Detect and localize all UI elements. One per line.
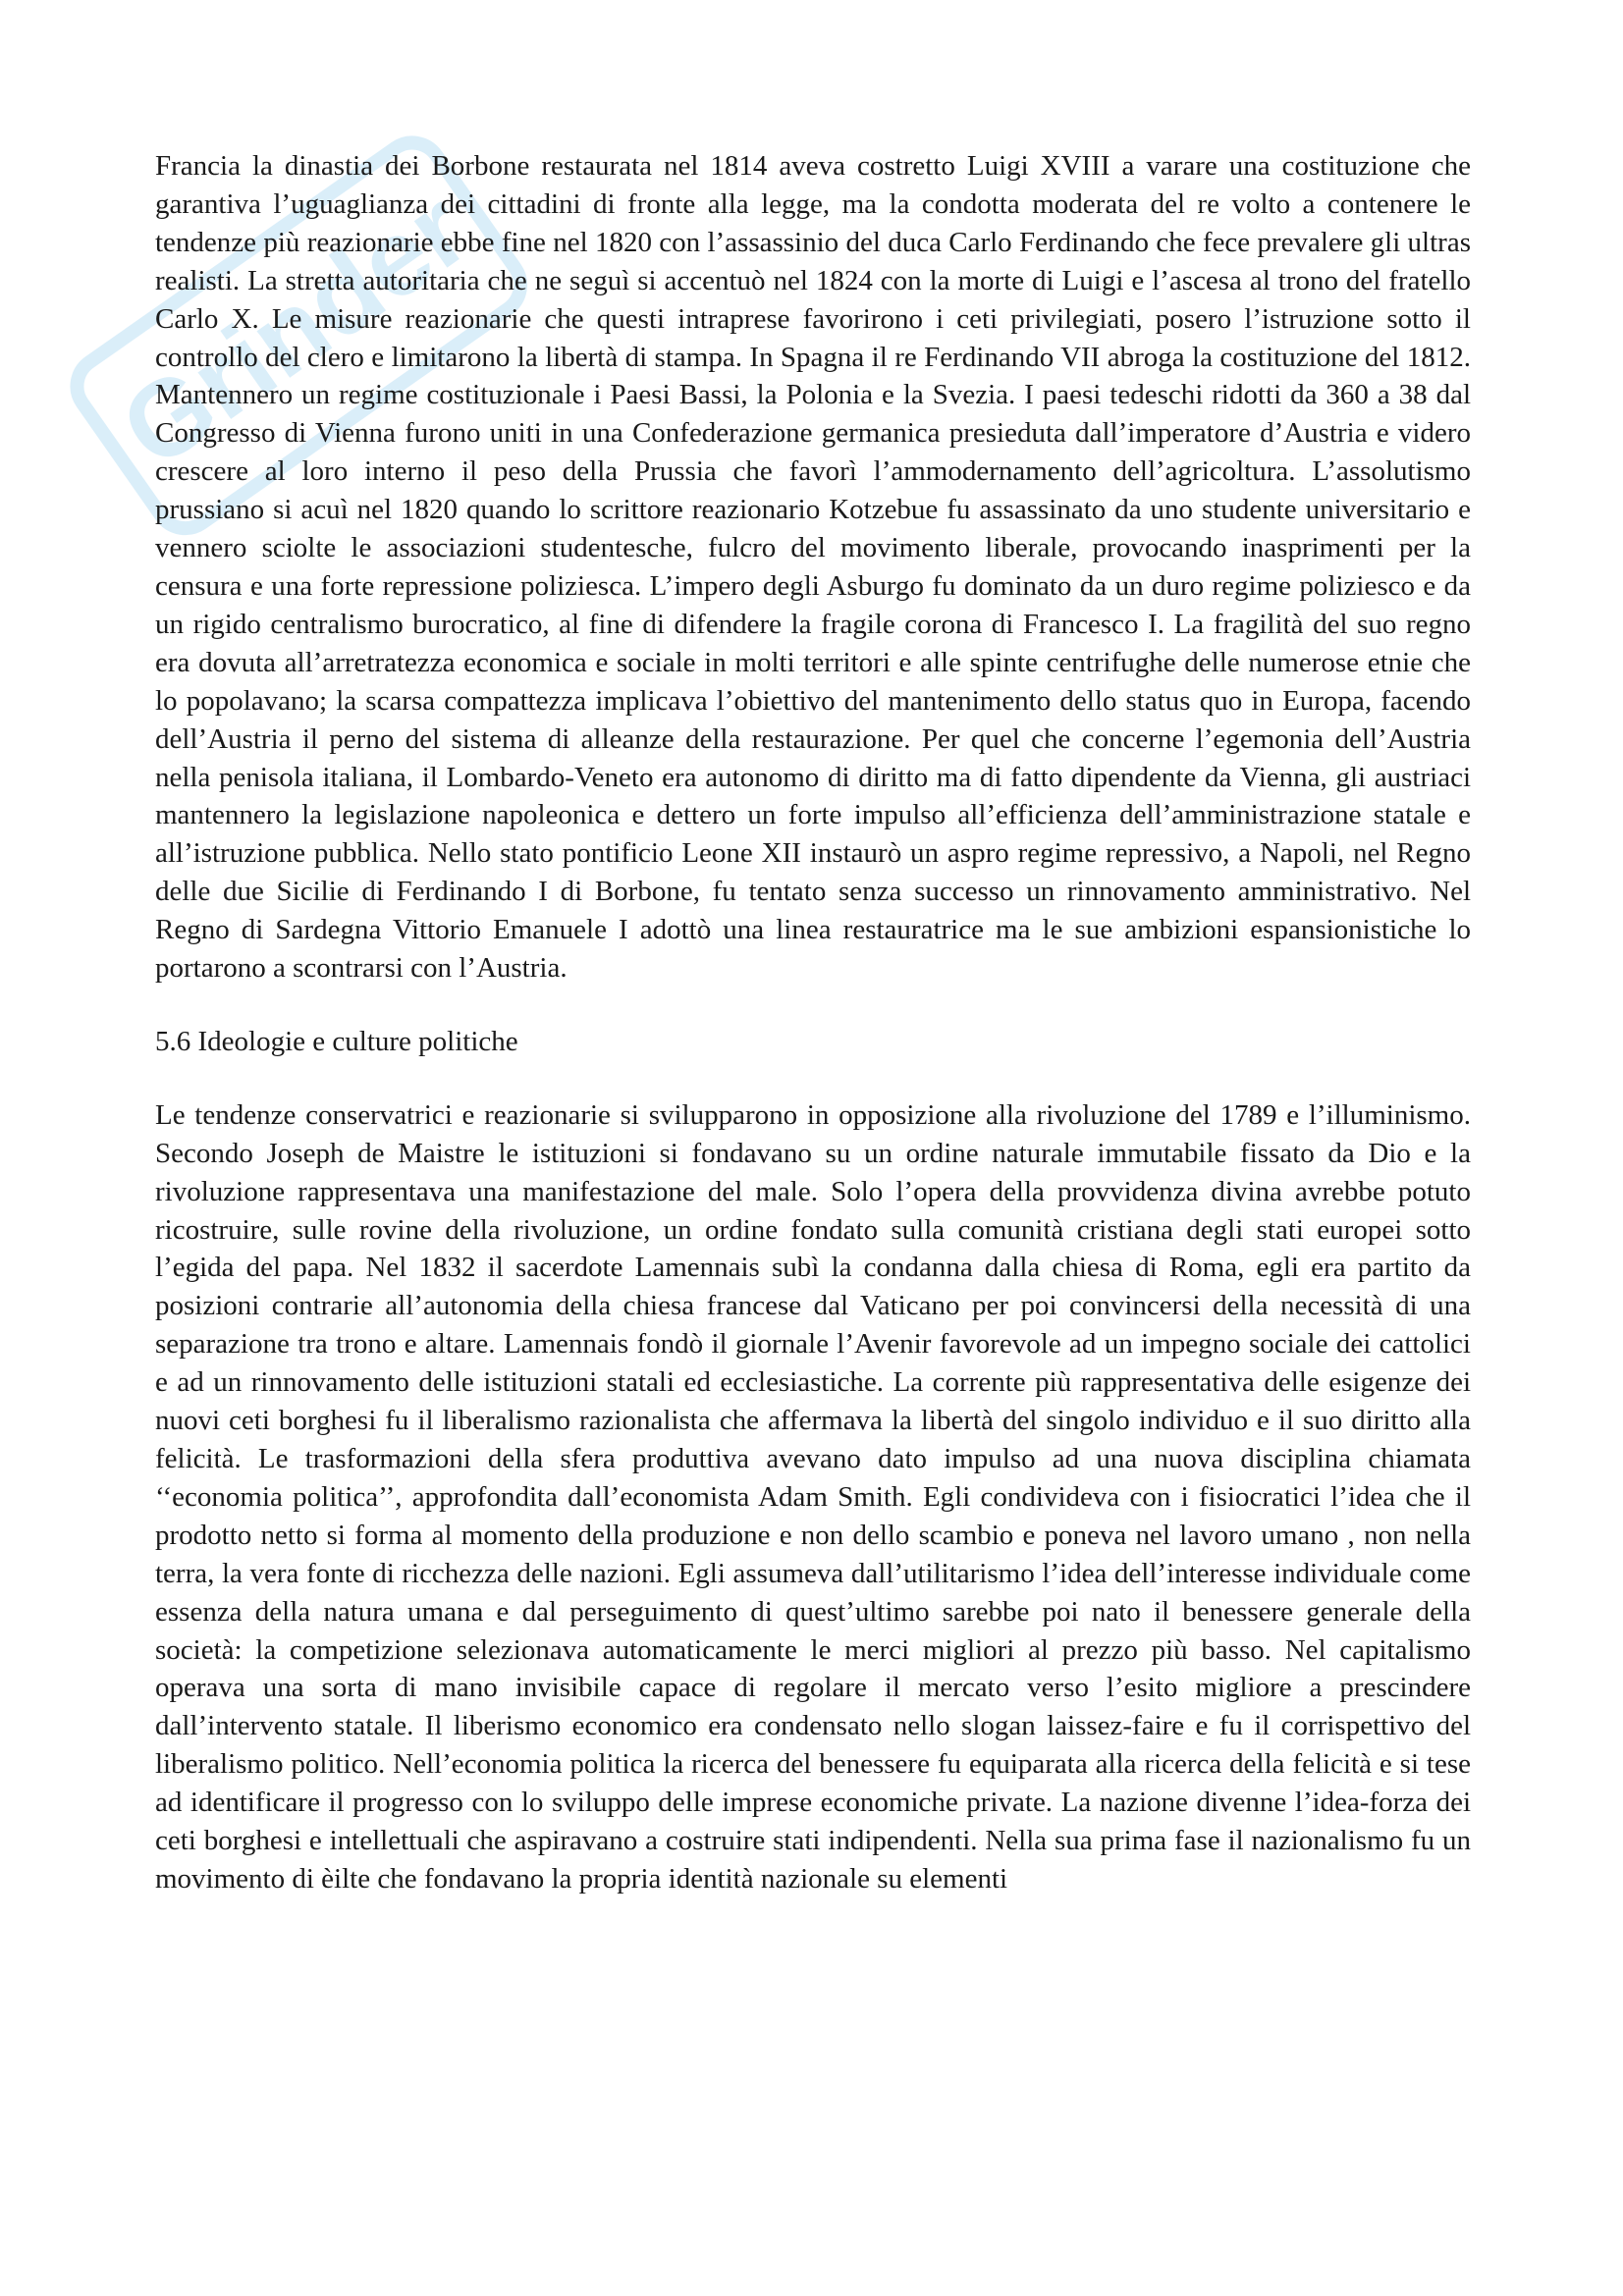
section-heading: 5.6 Ideologie e culture politiche — [155, 1025, 518, 1057]
paragraph-restoration-europe: Francia la dinastia dei Borbone restaurata nel 1814 aveva costretto Luigi XVIII a varare una costituzione che garantiva l’uguaglianza dei cittadini di fronte alla legge, ma la condotta moderata del re volto a contenere le tendenze più reazionarie ebbe fine nel 1820 con l’assassinio del duca Carlo Ferdinando che fece prevalere gli ultras realisti. La stretta autoritaria che ne seguì si accentuò nel 1824 con la morte di Luigi e l’ascesa al trono del fratello Carlo X. Le misure reazionarie che questi intraprese favorirono i ceti privilegiati, posero l’istruzione sotto il controllo del clero e limitarono la libertà di stampa. In Spagna il re Ferdinando VII abroga la costituzione del 1812. Mantennero un regime costituzionale i Paesi Bassi, la Polonia e la Svezia. I paesi tedeschi ridotti da 360 a 38 dal Congresso di Vienna furono uniti in una Confederazione germanica presieduta dall’imperatore d’Austria e videro crescere al loro interno il peso della Prussia che favorì l’ammodernamento dell’agricoltura. L’assolutismo prussiano si acuì nel 1820 quando lo scrittore reazionario Kotzebue fu assassinato da uno studente universitario e vennero sciolte le associazioni studentesche, fulcro del movimento liberale, provocando inasprimenti per la censura e una forte repressione poliziesca. L’impero degli Asburgo fu dominato da un duro regime poliziesco e da un rigido centralismo burocratico, al fine di difendere la fragile corona di Francesco I. La fragilità del suo regno era dovuta all’arretratezza economica e sociale in molti territori e alle spinte centrifughe delle numerose etnie che lo popolavano; la scarsa compattezza implicava l’obiettivo del mantenimento dello status quo in Europa, facendo dell’Austria il perno del sistema di alleanze della restaurazione. Per quel che concerne l’egemonia dell’Austria nella penisola italiana, il Lombardo-Veneto era autonomo di diritto ma di fatto dipendente da Vienna, gli austriaci mantennero la legislazione napoleonica e dettero un forte impulso all’efficienza dell’amministrazione statale e all’istruzione pubblica. Nello stato pontificio Leone XII instaurò un aspro regime repressivo, a Napoli, nel Regno delle due Sicilie di Ferdinando I di Borbone, fu tentato senza successo un rinnovamento amministrativo. Nel Regno di Sardegna Vittorio Emanuele I adottò una linea restauratrice ma le sue ambizioni espansionistiche lo portarono a scontrarsi con l’Austria. — [155, 150, 1471, 985]
document-page — [155, 147, 1471, 1898]
watermark-text: Grinder — [99, 168, 489, 491]
paragraph-political-ideologies: Le tendenze conservatrici e reazionarie si svilupparono in opposizione alla rivoluzione del 1789 e l’illuminismo. Secondo Joseph de Maistre le istituzioni si fondavano su un ordine naturale immutabile fissato da Dio e la rivoluzione rappresentava una manifestazione del male. Solo l’opera della provvidenza divina avrebbe potuto ricostruire, sulle rovine della rivoluzione, un ordine fondato sulla comunità cristiana degli stati europei sotto l’egida del papa. Nel 1832 il sacerdote Lamennais subì la condanna dalla chiesa di Roma, egli era partito da posizioni contrarie all’autonomia della chiesa francese dal Vaticano per poi convincersi della necessità di una separazione tra trono e altare. Lamennais fondò il giornale l’Avenir favorevole ad un impegno sociale dei cattolici e ad un rinnovamento delle istituzioni statali ed ecclesiastiche. La corrente più rappresentativa delle esigenze dei nuovi ceti borghesi fu il liberalismo razionalista che affermava la libertà del singolo individuo e il suo diritto alla felicità. Le trasformazioni della sfera produttiva avevano dato impulso ad una nuova disciplina chiamata ‘‘economia politica’’, approfondita dall’economista Adam Smith. Egli condivideva con i fisiocratici l’idea che il prodotto netto si forma al momento della produzione e non dello scambio e poneva nel lavoro umano , non nella terra, la vera fonte di ricchezza delle nazioni. Egli assumeva dall’utilitarismo l’idea dell’interesse individuale come essenza della natura umana e dal perseguimento di quest’ultimo sarebbe poi nato il benessere generale della società: la competizione selezionava automaticamente le merci migliori al prezzo più basso. Nel capitalismo operava una sorta di mano invisibile capace di regolare il mercato verso l’esito migliore a prescindere dall’intervento statale. Il liberismo economico era condensato nello slogan laissez-faire e fu il corrispettivo del liberalismo politico. Nell’economia politica la ricerca del benessere fu equiparata alla ricerca della felicità e si tese ad identificare il progresso con lo sviluppo delle imprese economiche private. La nazione divenne l’idea-forza dei ceti borghesi e intellettuali che aspiravano a costruire stati indipendenti. Nella sua prima fase il nazionalismo fu un movimento di èilte che fondavano la propria identità nazionale su elementi — [155, 1098, 1471, 1895]
